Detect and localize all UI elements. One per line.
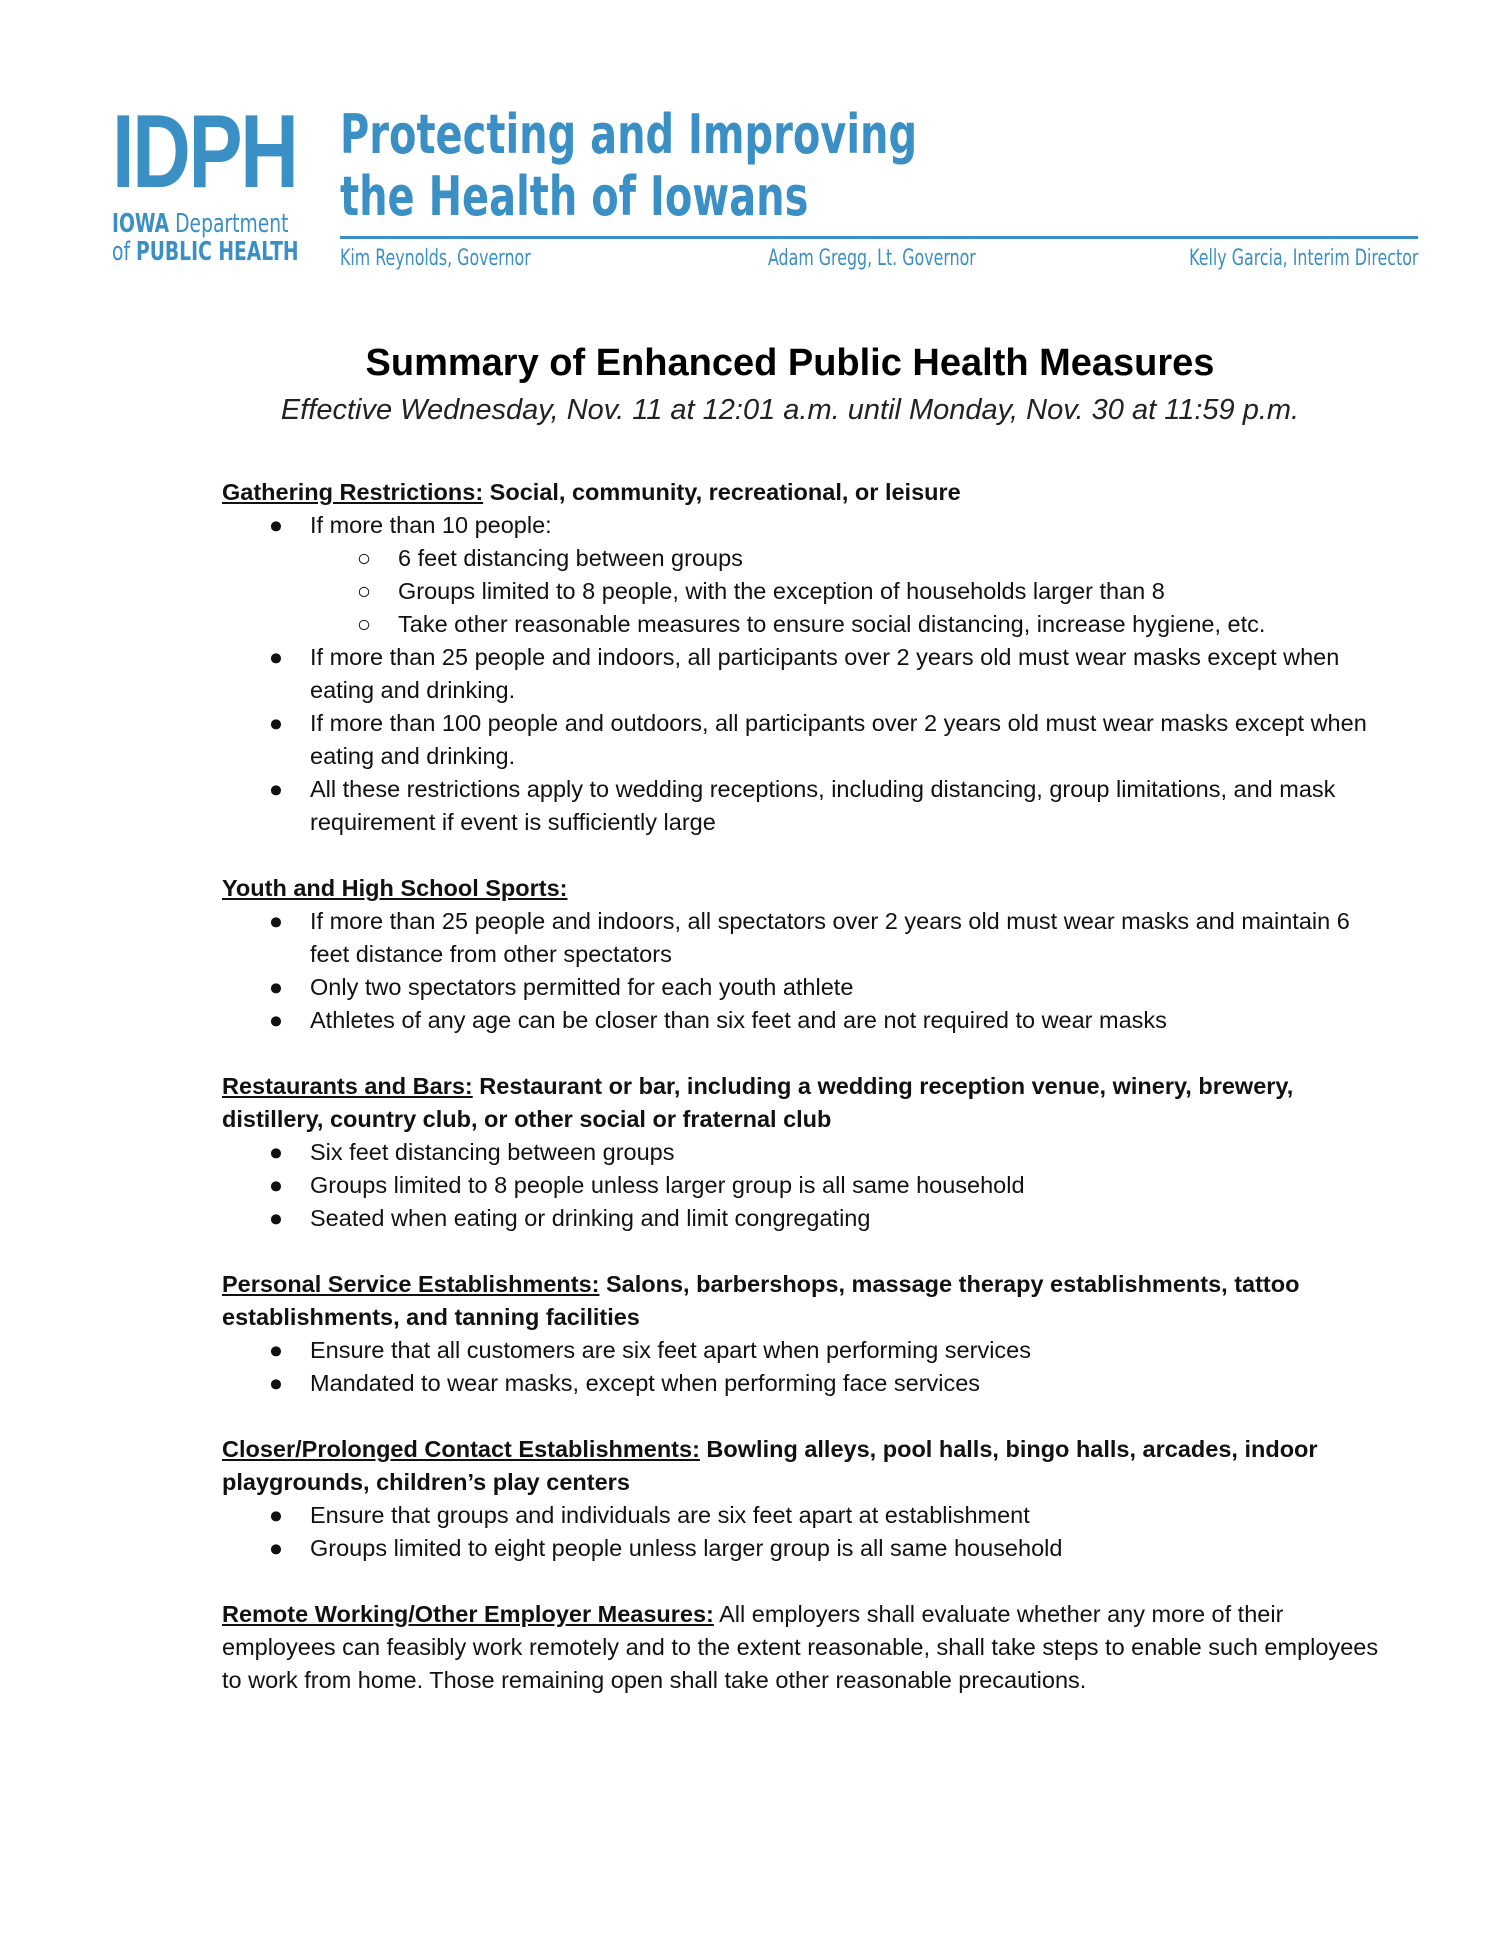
officials-line bbox=[340, 246, 1418, 276]
bullet-icon: ● bbox=[268, 1172, 284, 1198]
section-gathering-restrictions bbox=[222, 476, 1392, 839]
section-heading bbox=[222, 1598, 1392, 1697]
list-item bbox=[222, 509, 1392, 641]
list-item bbox=[222, 1169, 1392, 1202]
section-heading-description: Restaurant or bar, including a wedding reception venue, winery, brewery, distillery, country club, or other social or fraternal club bbox=[222, 1073, 1294, 1132]
list-item-text: Groups limited to 8 people unless larger group is all same household bbox=[310, 1172, 1025, 1198]
section-paragraph: All employers shall evaluate whether any more of their employees can feasibly work remotely and to the extent reasonable, shall take steps to enable such employees to work from home. Those remaining open shall take other reasonable precautions. bbox=[222, 1601, 1379, 1693]
official-governor: Kim Reynolds, Governor bbox=[340, 246, 531, 271]
list-item-text: Six feet distancing between groups bbox=[310, 1139, 675, 1165]
bullet-list bbox=[222, 509, 1392, 839]
list-item-text: If more than 10 people: bbox=[310, 512, 552, 538]
section-youth-sports bbox=[222, 872, 1392, 1037]
section-heading bbox=[222, 1268, 1392, 1334]
list-item-text: Ensure that groups and individuals are six feet apart at establishment bbox=[310, 1502, 1030, 1528]
sub-list-item-text: 6 feet distancing between groups bbox=[398, 545, 743, 571]
circle-bullet-icon: ○ bbox=[356, 611, 372, 637]
section-heading bbox=[222, 872, 1392, 905]
bullet-icon: ● bbox=[268, 1337, 284, 1363]
circle-bullet-icon: ○ bbox=[356, 578, 372, 604]
list-item-text: Athletes of any age can be closer than six feet and are not required to wear masks bbox=[310, 1007, 1167, 1033]
tagline-line-2: the Health of Iowans bbox=[340, 165, 809, 228]
sub-list-item-text: Groups limited to 8 people, with the exception of households larger than 8 bbox=[398, 578, 1165, 604]
sub-list-item bbox=[310, 542, 1392, 575]
bullet-icon: ● bbox=[268, 512, 284, 538]
circle-bullet-icon: ○ bbox=[356, 545, 372, 571]
bullet-icon: ● bbox=[268, 974, 284, 1000]
section-heading-label: Restaurants and Bars: bbox=[222, 1073, 473, 1099]
bullet-icon: ● bbox=[268, 710, 284, 736]
section-prolonged-contact bbox=[222, 1433, 1392, 1565]
tagline bbox=[340, 104, 917, 228]
list-item-text: Seated when eating or drinking and limit congregating bbox=[310, 1205, 871, 1231]
idph-logo bbox=[112, 94, 299, 267]
section-remote-working bbox=[222, 1598, 1392, 1697]
bullet-list bbox=[222, 905, 1392, 1037]
logo-mark: IDPH bbox=[112, 94, 297, 210]
sub-list-item-text: Take other reasonable measures to ensure social distancing, increase hygiene, etc. bbox=[398, 611, 1266, 637]
section-heading-label: Gathering Restrictions: bbox=[222, 479, 484, 505]
list-item bbox=[222, 1202, 1392, 1235]
section-heading-label: Youth and High School Sports: bbox=[222, 875, 568, 901]
list-item bbox=[222, 1004, 1392, 1037]
logo-public-health: PUBLIC HEALTH bbox=[135, 237, 299, 267]
list-item-text: If more than 100 people and outdoors, all participants over 2 years old must wear masks except when eating and drinking. bbox=[310, 710, 1367, 769]
logo-of: of bbox=[112, 237, 131, 267]
list-item bbox=[222, 707, 1392, 773]
bullet-list bbox=[222, 1136, 1392, 1235]
section-heading-description: Bowling alleys, pool halls, bingo halls, arcades, indoor playgrounds, children’s play centers bbox=[222, 1436, 1318, 1495]
bullet-icon: ● bbox=[268, 1007, 284, 1033]
letterhead-rule bbox=[340, 236, 1418, 239]
list-item-text: If more than 25 people and indoors, all spectators over 2 years old must wear masks and maintain 6 feet distance from other spectators bbox=[310, 908, 1350, 967]
list-item bbox=[222, 641, 1392, 707]
tagline-line-1: Protecting and Improving bbox=[340, 103, 918, 166]
section-heading bbox=[222, 476, 1392, 509]
document-body bbox=[222, 476, 1392, 1730]
list-item-text: Groups limited to eight people unless larger group is all same household bbox=[310, 1535, 1063, 1561]
section-personal-service bbox=[222, 1268, 1392, 1400]
section-heading-label: Remote Working/Other Employer Measures: bbox=[222, 1601, 714, 1627]
section-heading-description: Social, community, recreational, or leisure bbox=[483, 479, 961, 505]
bullet-icon: ● bbox=[268, 908, 284, 934]
sub-list-item bbox=[310, 608, 1392, 641]
list-item bbox=[222, 1367, 1392, 1400]
bullet-list bbox=[222, 1334, 1392, 1400]
list-item bbox=[222, 1136, 1392, 1169]
list-item bbox=[222, 971, 1392, 1004]
logo-line-1 bbox=[112, 209, 289, 239]
bullet-list bbox=[222, 1499, 1392, 1565]
official-director: Kelly Garcia, Interim Director bbox=[1188, 246, 1418, 271]
section-heading-description: Salons, barbershops, massage therapy establishments, tattoo establishments, and tanning facilities bbox=[222, 1271, 1300, 1330]
bullet-icon: ● bbox=[268, 1502, 284, 1528]
list-item-text: All these restrictions apply to wedding receptions, including distancing, group limitations, and mask requirement if event is sufficiently large bbox=[310, 776, 1336, 835]
logo-department: Department bbox=[175, 209, 289, 239]
section-heading bbox=[222, 1070, 1392, 1136]
section-restaurants-bars bbox=[222, 1070, 1392, 1235]
official-lt-governor: Adam Gregg, Lt. Governor bbox=[768, 246, 976, 271]
document-title: Summary of Enhanced Public Health Measures bbox=[365, 342, 1215, 384]
list-item bbox=[222, 905, 1392, 971]
bullet-icon: ● bbox=[268, 1370, 284, 1396]
section-heading-label: Personal Service Establishments: bbox=[222, 1271, 600, 1297]
list-item-text: If more than 25 people and indoors, all participants over 2 years old must wear masks except when eating and drinking. bbox=[310, 644, 1340, 703]
sub-bullet-list bbox=[310, 542, 1392, 641]
bullet-icon: ● bbox=[268, 644, 284, 670]
list-item-text: Ensure that all customers are six feet apart when performing services bbox=[310, 1337, 1031, 1363]
list-item bbox=[222, 1532, 1392, 1565]
document-subtitle: Effective Wednesday, Nov. 11 at 12:01 a.m. until Monday, Nov. 30 at 11:59 p.m. bbox=[280, 394, 1300, 426]
section-heading bbox=[222, 1433, 1392, 1499]
bullet-icon: ● bbox=[268, 1535, 284, 1561]
list-item bbox=[222, 773, 1392, 839]
bullet-icon: ● bbox=[268, 1139, 284, 1165]
list-item bbox=[222, 1499, 1392, 1532]
bullet-icon: ● bbox=[268, 776, 284, 802]
logo-line-2 bbox=[112, 237, 299, 267]
section-heading-label: Closer/Prolonged Contact Establishments: bbox=[222, 1436, 700, 1462]
logo-state: IOWA bbox=[112, 209, 170, 239]
list-item-text: Only two spectators permitted for each youth athlete bbox=[310, 974, 854, 1000]
list-item-text: Mandated to wear masks, except when performing face services bbox=[310, 1370, 981, 1396]
bullet-icon: ● bbox=[268, 1205, 284, 1231]
sub-list-item bbox=[310, 575, 1392, 608]
letterhead bbox=[112, 94, 1418, 280]
list-item bbox=[222, 1334, 1392, 1367]
